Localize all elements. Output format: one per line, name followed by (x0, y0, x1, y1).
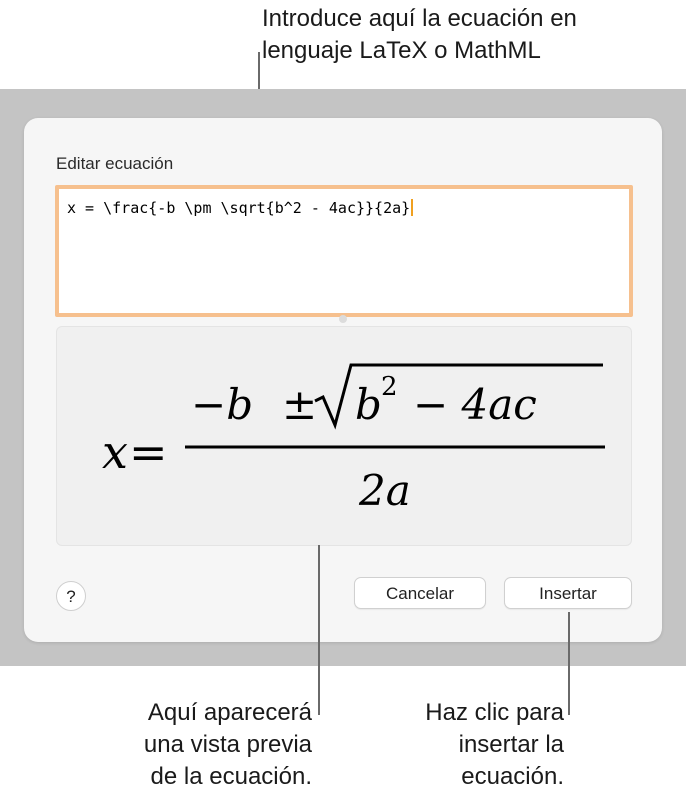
formula-denominator: 2a (359, 466, 411, 515)
equation-preview (56, 326, 632, 546)
formula-render (57, 327, 631, 545)
callout-insert-text (425, 697, 564, 793)
formula-minus-4ac: − 4ac (413, 380, 537, 429)
callout-preview-line (318, 545, 320, 715)
callout-line-3: de la ecuación. (150, 763, 312, 790)
insert-button[interactable]: Insertar (504, 577, 632, 609)
callout-editor-text (262, 3, 577, 67)
equation-source-text: x = \frac{-b \pm \sqrt{b^2 - 4ac}}{2a} (67, 199, 411, 217)
formula-exponent: 2 (381, 372, 398, 402)
callout-line-2: insertar la (458, 731, 564, 758)
callout-line-3: ecuación. (461, 763, 564, 790)
callout-insert-line (568, 612, 570, 715)
callout-line-1: Introduce aquí la ecuación en (262, 5, 577, 32)
text-caret (411, 199, 413, 216)
formula-equals: = (129, 425, 168, 479)
formula-neg-b: −b (191, 380, 254, 429)
callout-line-1: Haz clic para (425, 699, 564, 726)
formula-b: b (355, 380, 382, 429)
cancel-button[interactable]: Cancelar (354, 577, 486, 609)
formula-lhs: x (102, 425, 128, 479)
splitter-handle[interactable] (339, 315, 347, 323)
help-button[interactable]: ? (56, 581, 86, 611)
callout-line-1: Aquí aparecerá (147, 699, 312, 726)
callout-line-2: lenguaje LaTeX o MathML (262, 37, 541, 64)
formula-plus-minus: ± (282, 380, 318, 429)
dialog-title: Editar ecuación (56, 154, 174, 173)
equation-dialog (24, 118, 662, 642)
equation-editor[interactable] (55, 185, 633, 317)
callout-line-2: una vista previa (143, 731, 312, 758)
callout-preview-text (144, 697, 312, 793)
